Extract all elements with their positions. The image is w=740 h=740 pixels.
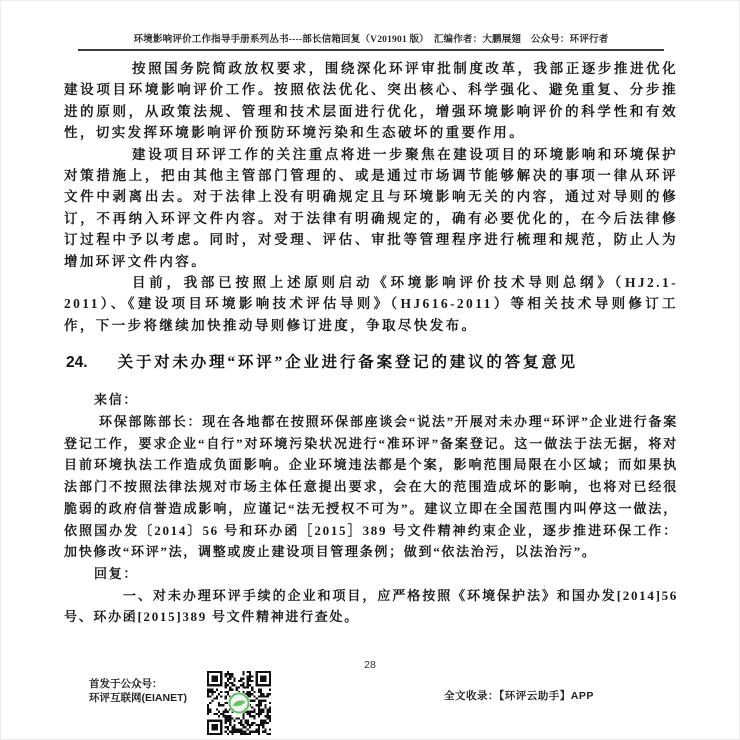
footer-publisher-line2: 环评互联网(EIANET) [89, 692, 187, 705]
header-text: 环境影响评价工作指导手册系列丛书----部长信箱回复（V201901 版） 汇编作者：大鹏展翅 公众号：环评行者 [133, 35, 609, 45]
page-header [78, 31, 664, 51]
reply-label: 回复： [94, 565, 139, 581]
footer-publisher-line1: 首发于公众号： [89, 678, 163, 690]
section-number: 24. [66, 354, 88, 372]
footer-collection-text: 全文收录：【环评云助手】APP [444, 690, 594, 702]
letter-body: 环保部陈部长：现在各地都在按照环保部座谈会“说法”开展对未办理“环评”企业进行备案登记工作，要求企业“自行”对环境污染状况进行“准环评”备案登记。这一做法于法无据，将对目前环境执法工作造成负面影响。企业环境违法都是个案，影响范围局限在小区域；而如果执法部门不按照法律法规对市场主体任意提出要求，会在大的范围造成坏的影响，也将对已经很脆弱的政府信誉造成影响，应谨记“法无授权不可为”。建议立即在全国范围内叫停这一做法，依照国办发〔2014〕56 号和环办函［2015］389 号文件精神约束企业，逐步推进环保工作：加快修改“环评”法，调整或废止建设项目管理条例；做到“依法治污，以法治污”。 [64, 413, 678, 560]
body-paragraph-1: 按照国务院简政放权要求，围绕深化环评审批制度改革，我部正逐步推进优化建设项目环境影响评价工作。按照依法优化、突出核心、科学强化、避免重复、分步推进的原则，从政策法规、管理和技术层面进行优化，增强环境影响评价的科学性和有效性，切实发挥环境影响评价预防环境污染和生态破坏的重要作用。 [64, 61, 678, 141]
page-number: 28 [364, 659, 376, 671]
body-paragraph-3: 目前，我部已按照上述原则启动《环境影响评价技术导则总纲》（HJ2.1-2011）、《建设项目环境影响技术评估导则》（HJ616-2011）等相关技术导则修订工作，下一步将继续加快推动导则修订进度，争取尽快发布。 [64, 275, 678, 333]
letter-label: 来信： [94, 392, 139, 408]
footer-collection [444, 688, 594, 703]
body-paragraph-2: 建设项目环评工作的关注重点将进一步聚焦在建设项目的环境影响和环境保护对策措施上，把由其他主管部门管理的、或是通过市场调节能够解决的事项一律从环评文件中剥离出去。对于法律上没有明确规定且与环境影响无关的内容，通过对导则的修订，不再纳入环评文件内容。对于法律有明确规定的，确有必要优化的，在今后法律修订过程中予以考虑。同时，对受理、评估、审批等管理程序进行梳理和规范，防止人为增加环评文件内容。 [64, 146, 678, 269]
document-body [64, 58, 678, 628]
section-heading [64, 350, 678, 372]
qr-center-logo [228, 692, 250, 714]
footer-publisher [89, 677, 187, 705]
reply-body: 一、对未办理环评手续的企业和项目，应严格按照《环境保护法》和国办发[2014]56 号、环办函[2015]389 号文件精神进行查处。 [64, 587, 678, 625]
section-title: 关于对未办理“环评”企业进行备案登记的建议的答复意见 [117, 354, 578, 372]
qr-code-icon [207, 671, 271, 735]
